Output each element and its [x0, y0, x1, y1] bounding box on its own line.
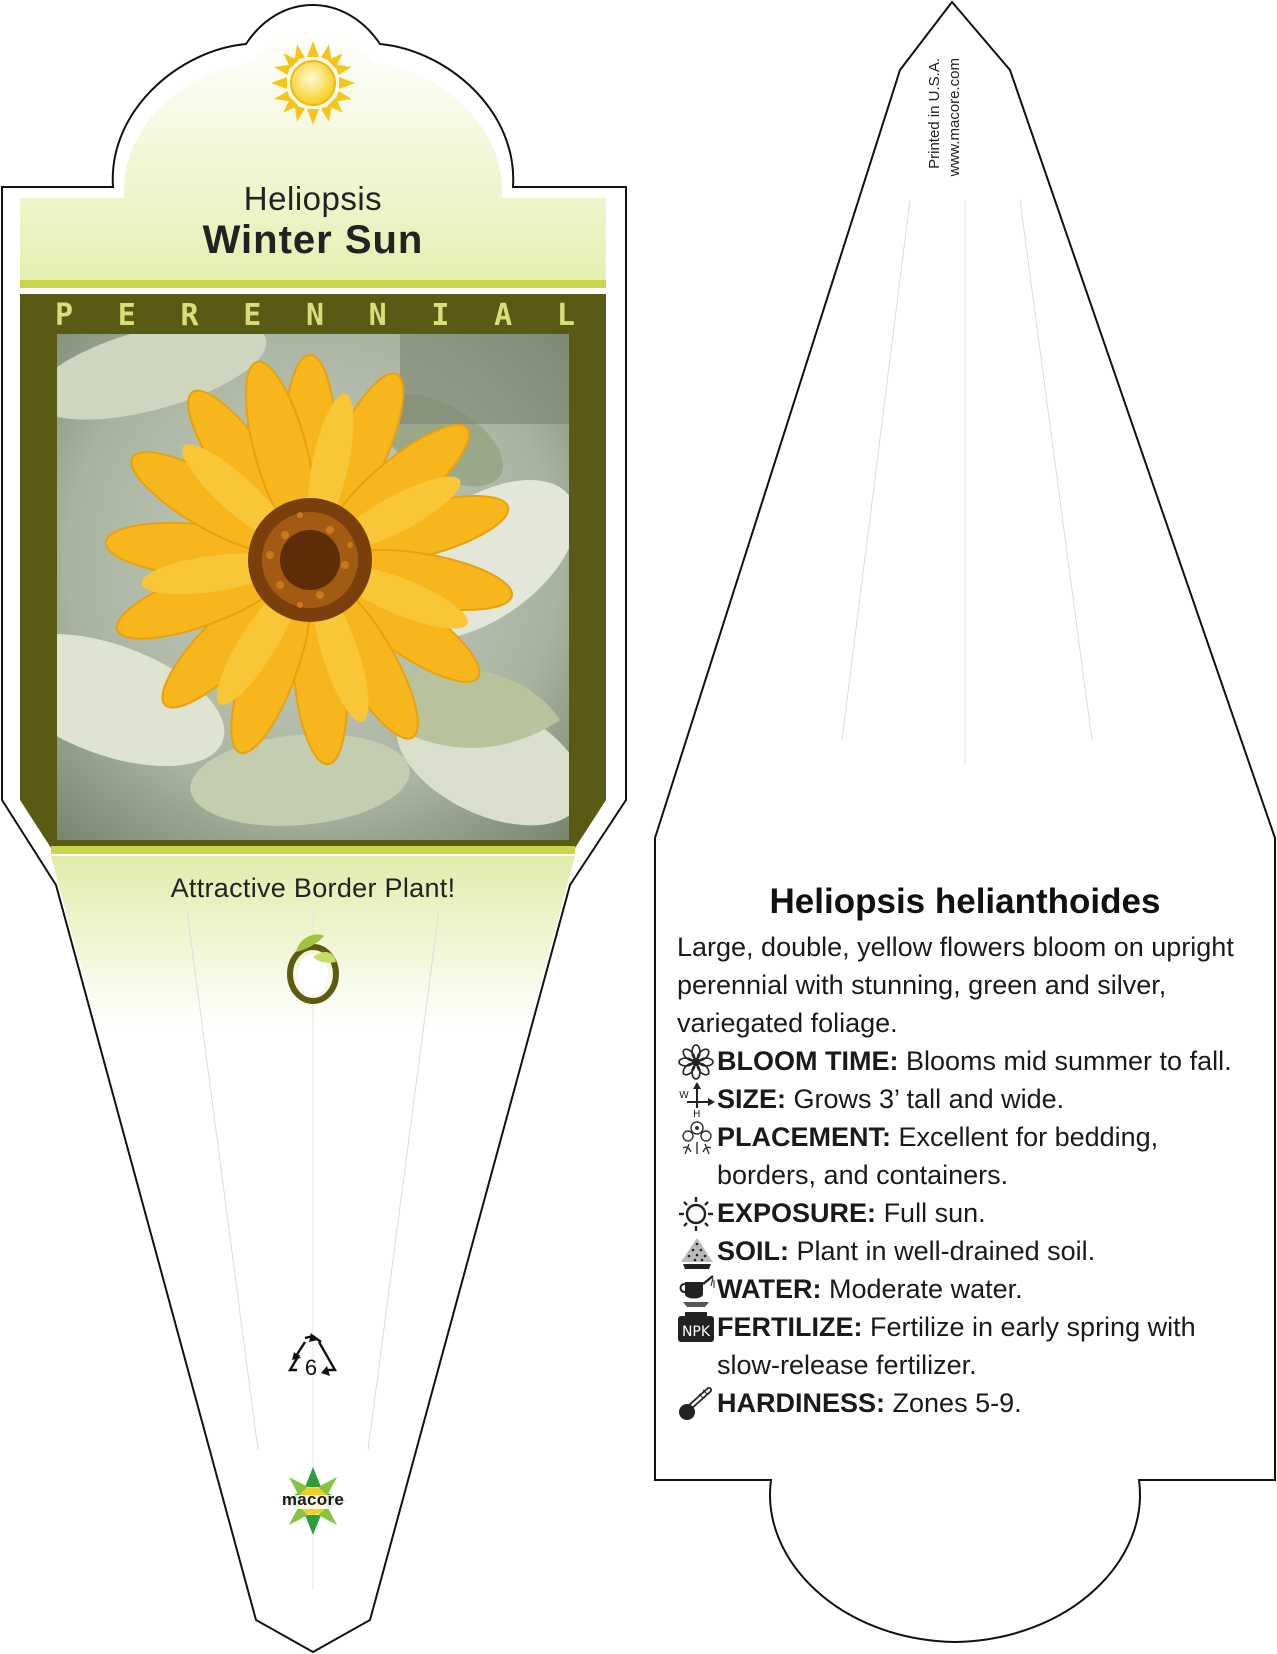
- flower-photo: [0, 300, 605, 852]
- common-name: Heliopsis: [243, 180, 383, 217]
- category-letter: A: [494, 298, 513, 333]
- category-letter: I: [431, 298, 450, 333]
- variety-name: Winter Sun: [202, 218, 424, 262]
- size-h-label: H: [693, 1109, 701, 1118]
- size-w-label: W: [679, 1090, 689, 1101]
- sun-icon: [677, 1196, 717, 1232]
- attribute-text: Zones 5-9.: [892, 1388, 1022, 1418]
- placement-icon: [677, 1120, 717, 1156]
- attribute-label: FERTILIZE:: [717, 1312, 863, 1342]
- category-letter: L: [556, 298, 575, 333]
- attribute-text: Grows 3’ tall and wide.: [793, 1084, 1065, 1114]
- category-letter: E: [243, 298, 262, 333]
- category-letter: N: [305, 298, 324, 333]
- attribute-row: [677, 1270, 1237, 1308]
- printed-in: Printed in U.S.A.: [926, 58, 943, 169]
- attribute-text: Blooms mid summer to fall.: [906, 1046, 1232, 1076]
- attribute-label: BLOOM TIME:: [717, 1046, 899, 1076]
- npk-icon: [677, 1310, 717, 1346]
- attribute-label: EXPOSURE:: [717, 1198, 877, 1228]
- website: www.macore.com: [946, 58, 963, 177]
- attribute-label: SIZE:: [717, 1084, 787, 1114]
- attribute-text: Full sun.: [883, 1198, 986, 1228]
- attribute-row: [677, 1080, 1237, 1118]
- attribute-row: [677, 1232, 1237, 1270]
- attribute-text: Fertilize in early spring with slow-release fertilizer.: [717, 1312, 1196, 1380]
- size-icon: [677, 1082, 717, 1118]
- attribute-row: [677, 1194, 1237, 1232]
- attribute-row: [677, 1308, 1237, 1384]
- category-letter: P: [55, 298, 74, 333]
- brand-name: macore: [281, 1490, 345, 1509]
- attribute-label: HARDINESS:: [717, 1388, 886, 1418]
- category-letter: N: [368, 298, 387, 333]
- printed-info: [926, 58, 966, 233]
- soil-icon: [677, 1234, 717, 1270]
- attribute-row: [677, 1042, 1237, 1080]
- sun-logo-icon: [271, 41, 355, 125]
- watering-can-icon: [677, 1272, 717, 1308]
- attribute-text: Plant in well-drained soil.: [796, 1236, 1096, 1266]
- category-label: [55, 298, 575, 333]
- thermometer-icon: [677, 1386, 717, 1422]
- npk-label: NPK: [681, 1324, 711, 1340]
- category-letter: E: [117, 298, 136, 333]
- tagline: Attractive Border Plant!: [170, 873, 456, 903]
- flower-icon: [677, 1044, 717, 1080]
- scientific-name: Heliopsis helianthoides: [769, 882, 1161, 921]
- attribute-row: [677, 1118, 1237, 1194]
- attribute-text: Excellent for bedding, borders, and containers.: [717, 1122, 1159, 1190]
- attribute-label: SOIL:: [717, 1236, 789, 1266]
- attribute-row: [677, 1384, 1237, 1422]
- category-letter: R: [180, 298, 199, 333]
- care-info: [677, 928, 1237, 1422]
- attribute-label: WATER:: [717, 1274, 822, 1304]
- attribute-label: PLACEMENT:: [717, 1122, 891, 1152]
- recycle-number: 6: [304, 1355, 318, 1380]
- attribute-text: Moderate water.: [829, 1274, 1023, 1304]
- description: Large, double, yellow flowers bloom on upright perennial with stunning, green and silver, variegated foliage.: [677, 932, 1234, 1038]
